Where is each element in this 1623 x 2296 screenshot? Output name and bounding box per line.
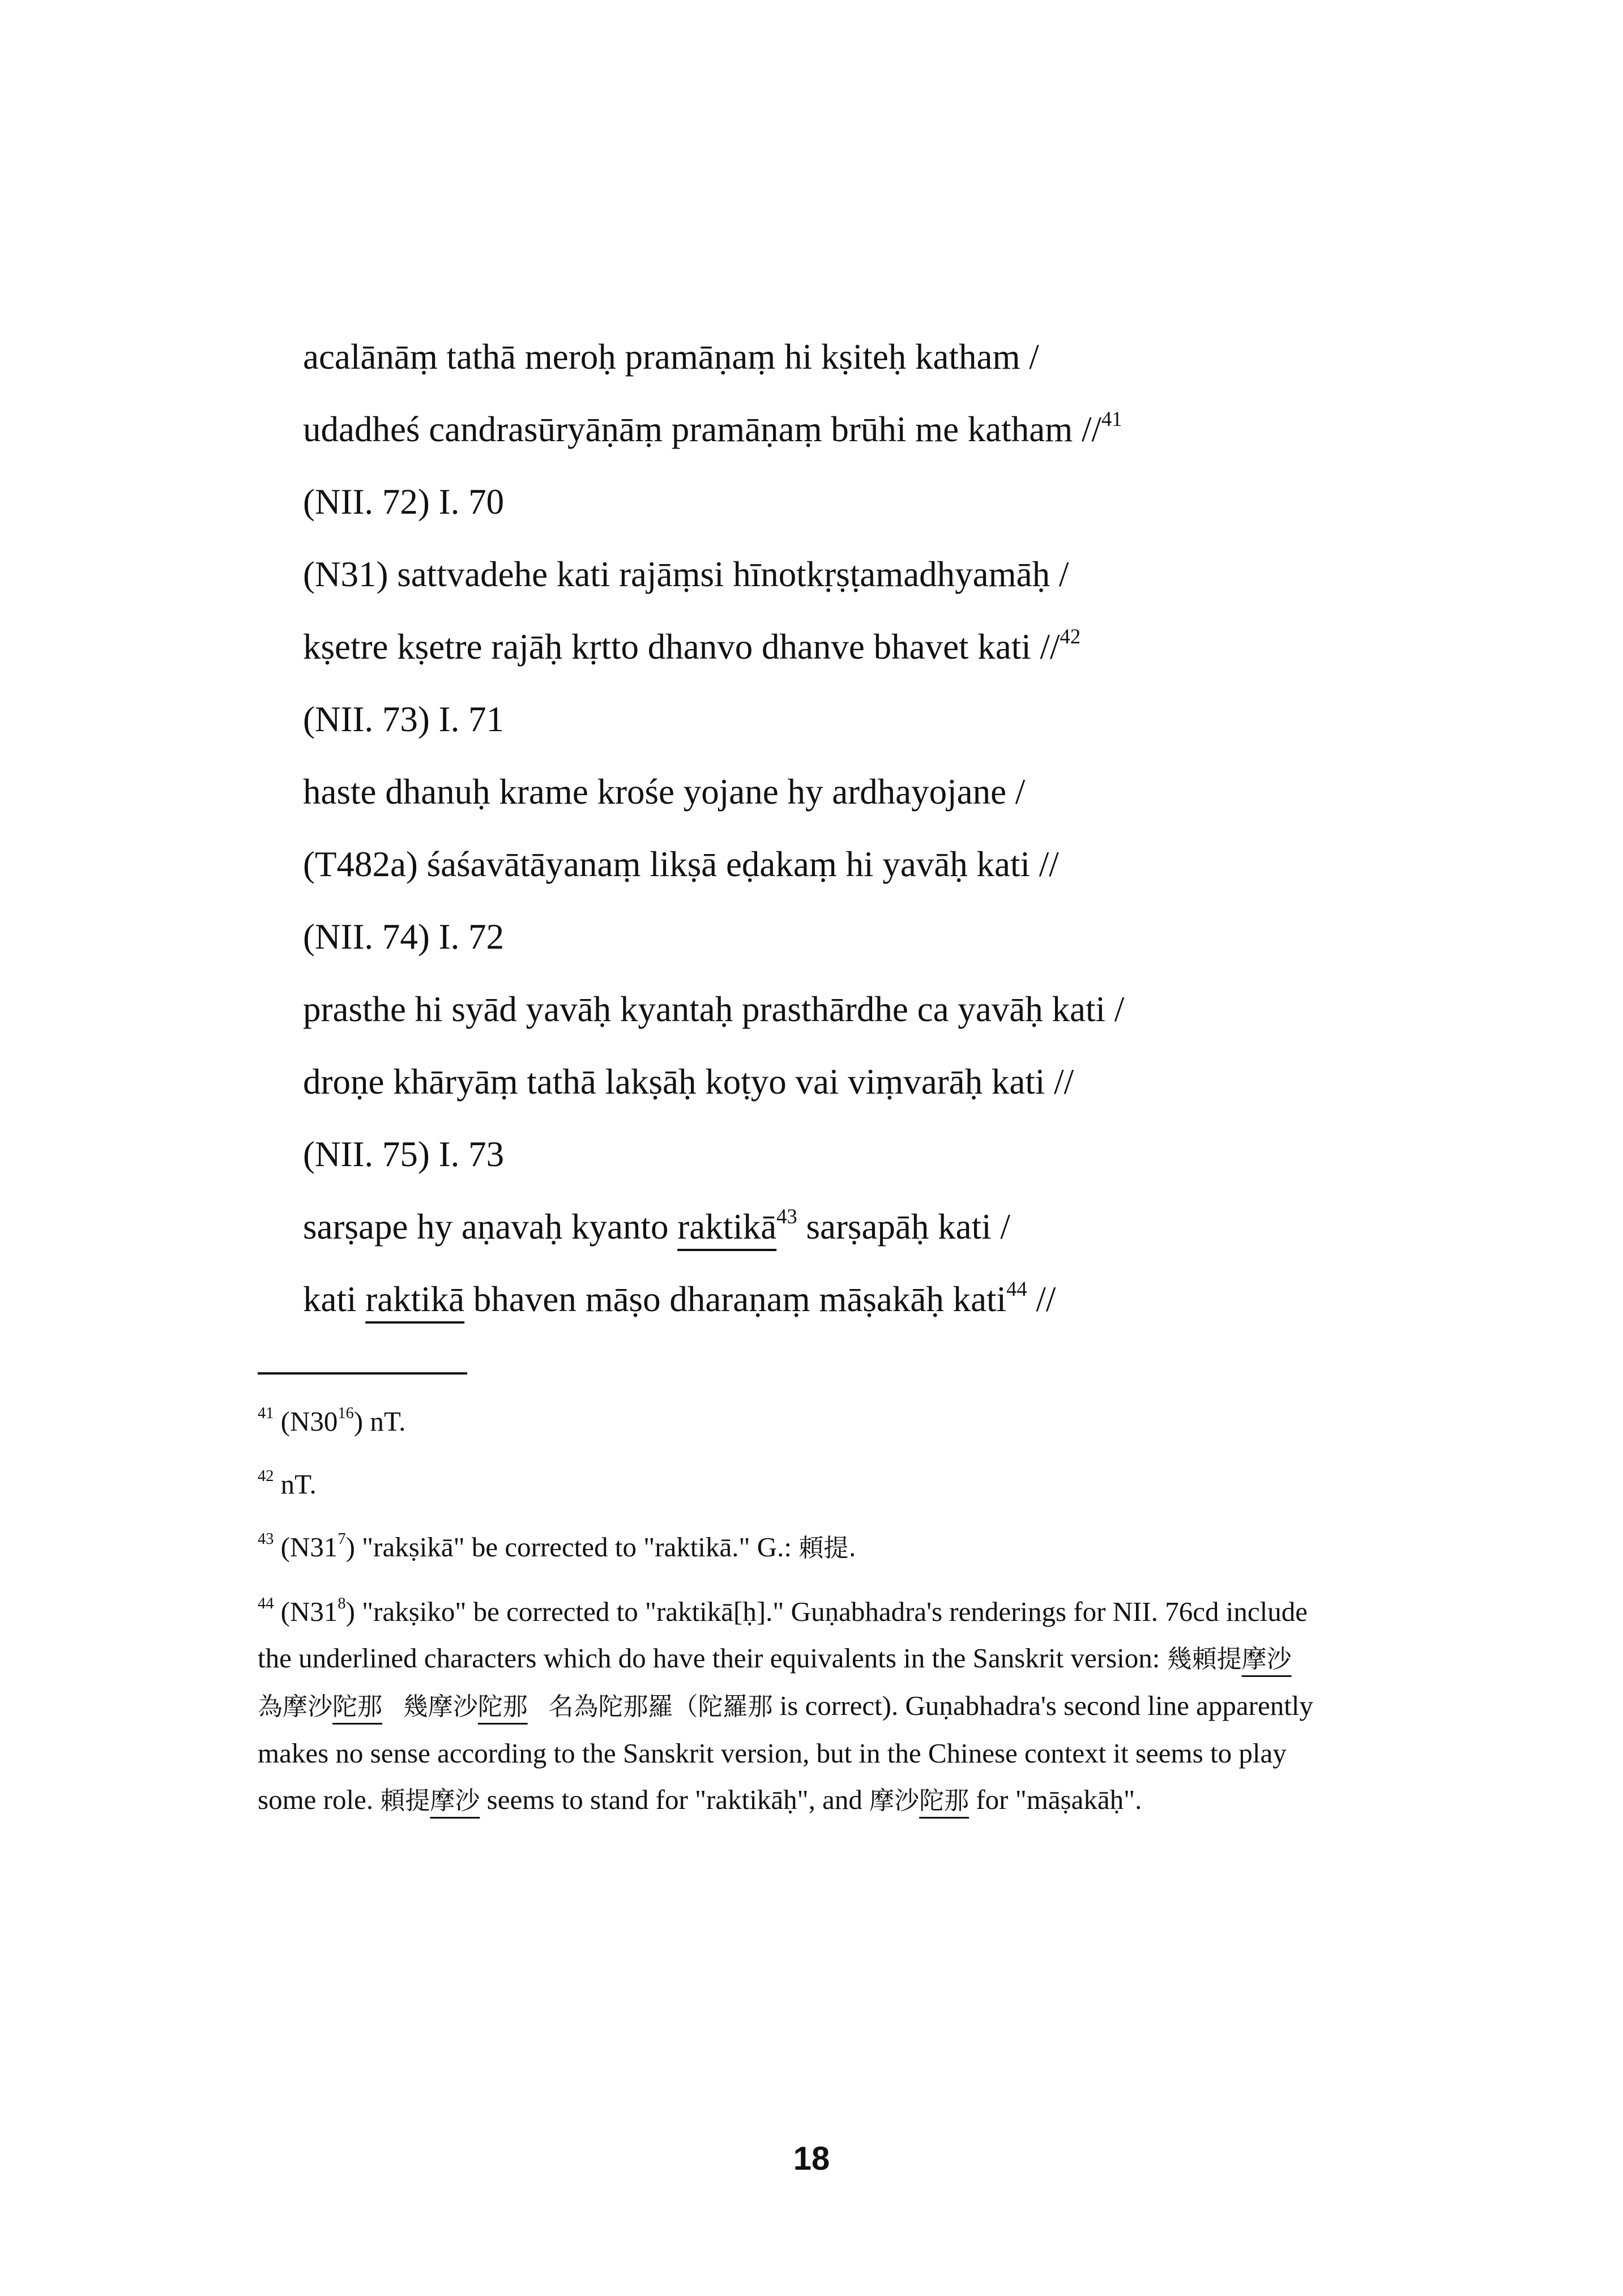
underlined-word: raktikā	[365, 1279, 465, 1319]
verse-line: (NII. 72) I. 70	[303, 482, 505, 522]
verse-line: udadheś candrasūryāṇāṃ pramāṇaṃ brūhi me katham //$^{41}$	[303, 407, 1122, 449]
verse-line: kati raktikā bhaven māṣo dharaṇaṃ māṣakāḥ kati$^{44}$ //	[303, 1277, 1056, 1319]
footnote-42: $^{42}$ nT.	[258, 1467, 317, 1500]
footnote-41: $^{41}$ $(N30^{16})$ nT.	[258, 1405, 406, 1437]
footnote-ref-43[interactable]: 43	[776, 1204, 797, 1228]
footnote-ref-44[interactable]: 44	[1006, 1277, 1027, 1300]
verse-line: (NII. 73) I. 71	[303, 699, 505, 739]
verse-line: (T482a) śaśavātāyanaṃ likṣā eḍakaṃ hi yavāḥ kati //	[303, 844, 1059, 884]
verse-line: kṣetre kṣetre rajāḥ kṛtto dhanvo dhanve bhavet kati //$^{42}$	[303, 624, 1081, 667]
footnote-43: $^{43}$ $(N31^7)$ "rakṣikā" be corrected to "raktikā." G.: 頼提.	[258, 1530, 857, 1563]
footnote-separator	[258, 1372, 467, 1375]
verse-line: haste dhanuḥ krame krośe yojane hy ardhayojane /	[303, 772, 1026, 812]
footnote-44: $^{44}$ $(N31^8)$ "rakṣiko" be corrected to "raktikā[ḥ]." Guṇabhadra's renderings for NII. 76cd include the underlined characters which do have their equivalents in the Sanskrit version: 幾頼提摩沙 為摩沙陀那 幾摩沙陀那 名為陀那羅（陀羅那 is correct). Guṇabhadra's second line apparently makes no sense according to the Sanskrit version, but in the Chinese context it seems to play some role. 頼提摩沙 seems to stand for "raktikāḥ", and 摩沙陀那 for "māṣakāḥ".	[258, 1595, 1313, 1815]
verse-line: sarṣape hy aṇavaḥ kyanto raktikā$^{43}$ sarṣapāḥ kati /	[303, 1204, 1010, 1247]
footnotes-block	[258, 1399, 1336, 1842]
verse-line: (N31) sattvadehe kati rajāṃsi hīnotkṛṣṭamadhyamāḥ /	[303, 554, 1069, 594]
verse-line: (NII. 74) I. 72	[303, 917, 505, 957]
underlined-chars: 摩沙	[1241, 1645, 1292, 1674]
footnote-ref-42[interactable]: 42	[1060, 624, 1081, 648]
underlined-chars: 摩沙	[430, 1786, 480, 1815]
underlined-chars: 陀那	[477, 1692, 528, 1721]
verse-line: (NII. 75) I. 73	[303, 1134, 505, 1174]
verse-line: droṇe khāryāṃ tathā lakṣāḥ koṭyo vai viṃvarāḥ kati //	[303, 1062, 1074, 1102]
verse-line: acalānāṃ tathā meroḥ pramāṇaṃ hi kṣiteḥ katham /	[303, 337, 1039, 377]
sanskrit-verse-block	[303, 321, 1379, 1335]
footnote-ref-41[interactable]: 41	[1101, 407, 1122, 430]
underlined-chars: 陀那	[332, 1692, 382, 1721]
underlined-word: raktikā	[677, 1207, 777, 1247]
page-number: 18	[793, 2140, 830, 2177]
underlined-chars: 陀那	[919, 1786, 969, 1815]
verse-line: prasthe hi syād yavāḥ kyantaḥ prasthārdhe ca yavāḥ kati /	[303, 989, 1125, 1029]
